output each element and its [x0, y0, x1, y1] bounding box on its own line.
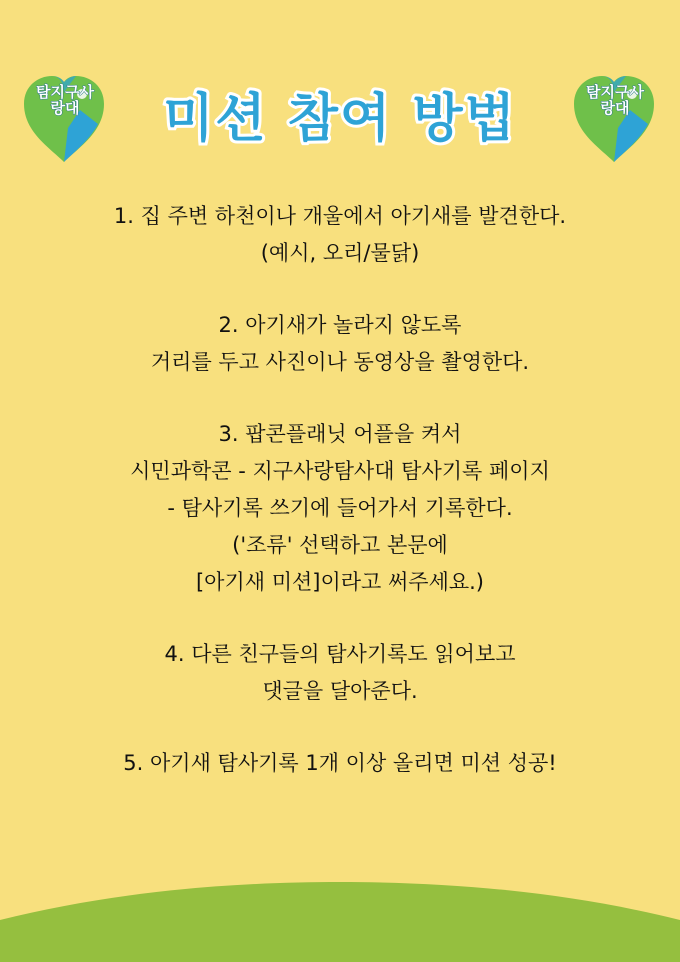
step-4: [20, 636, 660, 710]
earth-explorers-logo-right: [570, 70, 658, 166]
step-text-line: 댓글을 달아준다.: [262, 679, 418, 703]
step-2: [20, 307, 660, 381]
step-text-line: 거리를 두고 사진이나 동영상을 촬영한다.: [150, 350, 530, 374]
page-title: 미션 참여 방법: [163, 89, 517, 149]
earth-explorers-logo-left: [20, 70, 108, 166]
header: [0, 70, 680, 160]
step-1: [20, 198, 660, 272]
step-text-line: 3. 팝콘플래닛 어플을 켜서: [218, 422, 462, 446]
logo-text: 탐지구사랑대: [36, 83, 94, 117]
step-5: [20, 745, 660, 782]
step-text-line: 1. 집 주변 하천이나 개울에서 아기새를 발견한다.: [113, 204, 567, 228]
step-text-line: - 탐사기록 쓰기에 들어가서 기록한다.: [167, 496, 513, 520]
step-text-line: 시민과학콘 - 지구사랑탐사대 탐사기록 페이지: [130, 459, 550, 483]
step-3: [20, 416, 660, 601]
step-text-line: 4. 다른 친구들의 탐사기록도 읽어보고: [164, 642, 516, 666]
step-text-line: [아기새 미션]이라고 써주세요.): [195, 570, 485, 594]
step-text-line: 2. 아기새가 놀라지 않도록: [218, 313, 462, 337]
logo-text: 탐지구사랑대: [586, 83, 644, 117]
step-text-line: ('조류' 선택하고 본문에: [232, 533, 448, 557]
step-text-line: (예시, 오리/물닭): [260, 241, 420, 265]
steps-list: [20, 198, 660, 817]
step-text-line: 5. 아기새 탐사기록 1개 이상 올리면 미션 성공!: [123, 751, 557, 775]
grass-hill: [0, 880, 680, 962]
